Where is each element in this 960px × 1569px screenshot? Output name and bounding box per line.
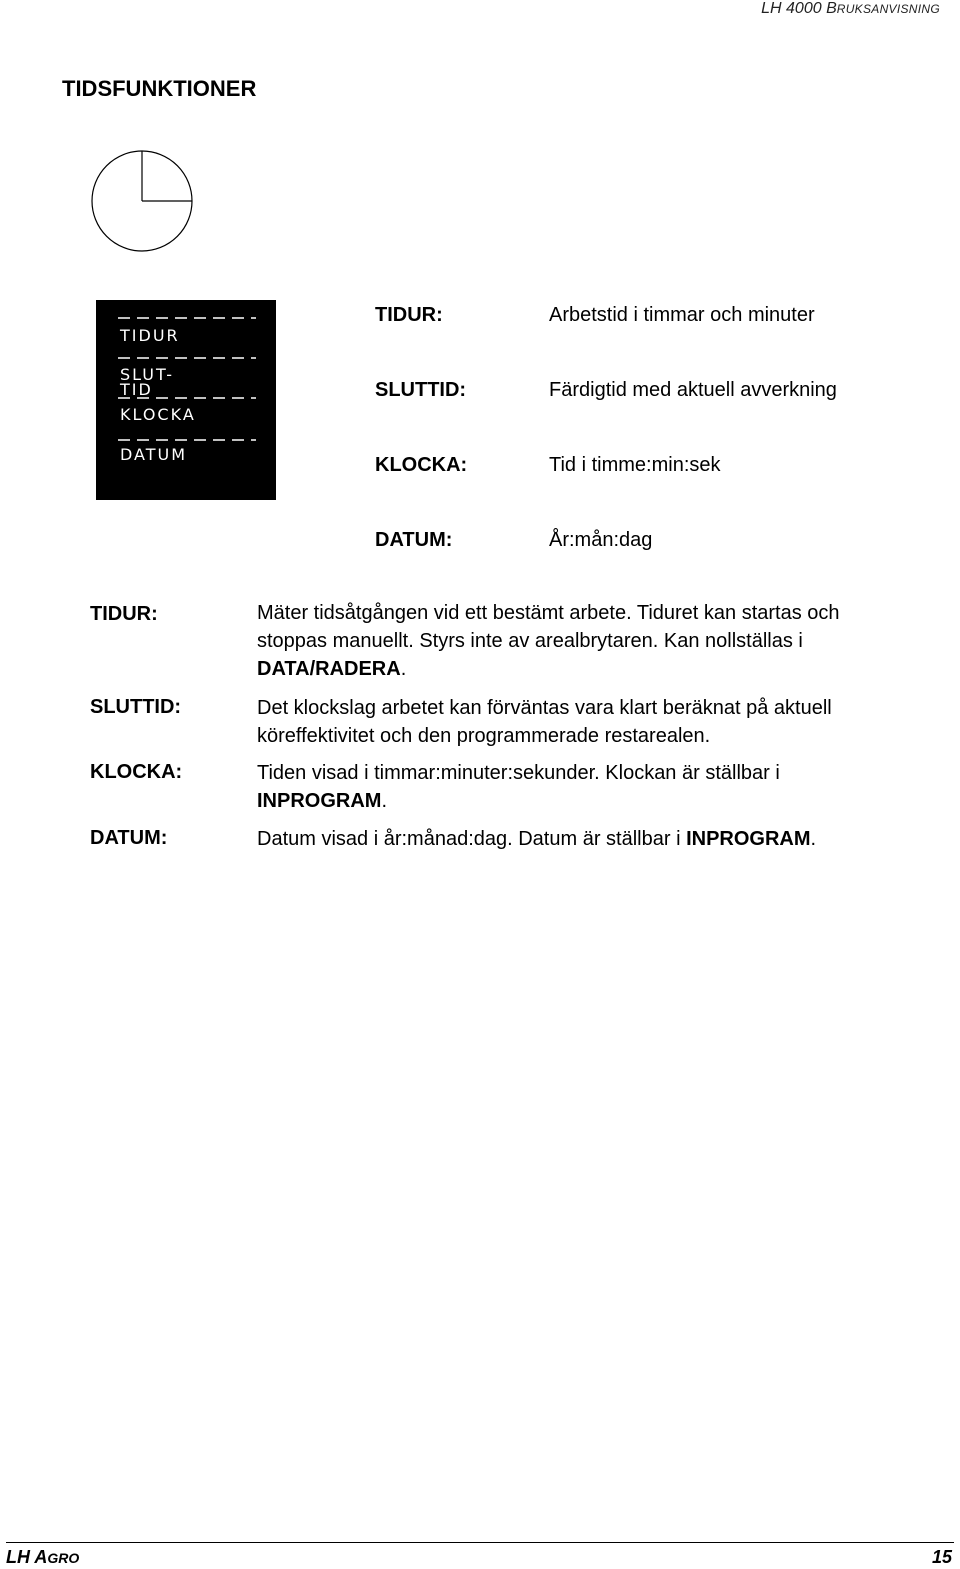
legend-term-klocka: KLOCKA: xyxy=(375,454,468,476)
display-row-slut: SLUT- xyxy=(120,365,175,384)
definition-desc-sluttid xyxy=(257,694,957,750)
definition-emphasis: INPROGRAM xyxy=(686,828,811,850)
definition-desc-line: INPROGRAM. xyxy=(257,790,388,812)
definition-term-sluttid: SLUTTID: xyxy=(90,696,182,718)
definition-term-klocka: KLOCKA: xyxy=(90,761,183,783)
legend-desc-sluttid: Färdigtid med aktuell avverkning xyxy=(549,379,837,401)
legend-term-tidur: TIDUR: xyxy=(375,304,443,326)
definition-desc-line: stoppas manuellt. Styrs inte av arealbrytaren. Kan nollställas i xyxy=(257,630,803,652)
running-header xyxy=(761,0,940,18)
definition-desc-line: Tiden visad i timmar:minuter:sekunder. Klockan är ställbar i xyxy=(257,762,780,784)
header-title-prefix: LH 4000 B xyxy=(761,0,837,17)
footer-rule xyxy=(6,1542,954,1543)
display-panel xyxy=(96,300,276,500)
footer-brand: LH AGRO xyxy=(6,1547,80,1567)
definition-desc-line: Datum visad i år:månad:dag. Datum är ställbar i INPROGRAM. xyxy=(257,828,817,850)
definition-emphasis: INPROGRAM xyxy=(257,790,382,812)
definition-desc-klocka xyxy=(257,759,957,815)
definition-desc-line: Det klockslag arbetet kan förväntas vara klart beräknat på aktuell xyxy=(257,697,832,719)
legend-desc-tidur: Arbetstid i timmar och minuter xyxy=(549,304,815,326)
definition-desc-line: DATA/RADERA. xyxy=(257,658,407,680)
definition-term-datum: DATUM: xyxy=(90,827,168,849)
legend-term-sluttid: SLUTTID: xyxy=(375,379,467,401)
definition-desc-tidur xyxy=(257,599,957,683)
definition-desc-datum xyxy=(257,825,957,853)
display-row-tid: TID xyxy=(120,380,153,399)
section-title: TIDSFUNKTIONER xyxy=(62,76,257,101)
legend-desc-datum: År:mån:dag xyxy=(549,529,653,551)
legend-term-datum: DATUM: xyxy=(375,529,453,551)
definition-term-tidur: TIDUR: xyxy=(90,603,158,625)
page-number: 15 xyxy=(931,1547,952,1567)
legend-desc-klocka: Tid i timme:min:sek xyxy=(549,454,721,476)
display-row-tidur: TIDUR xyxy=(120,326,180,345)
definition-emphasis: DATA/RADERA xyxy=(257,658,401,680)
display-row-klocka: KLOCKA xyxy=(120,405,196,424)
header-title-rest: RUKSANVISNING xyxy=(836,2,940,16)
clock-icon xyxy=(88,148,198,258)
definition-desc-line: Mäter tidsåtgången vid ett bestämt arbete. Tiduret kan startas och xyxy=(257,602,840,624)
definition-desc-line: köreffektivitet och den programmerade restarealen. xyxy=(257,725,711,747)
display-row-datum: DATUM xyxy=(120,445,188,464)
